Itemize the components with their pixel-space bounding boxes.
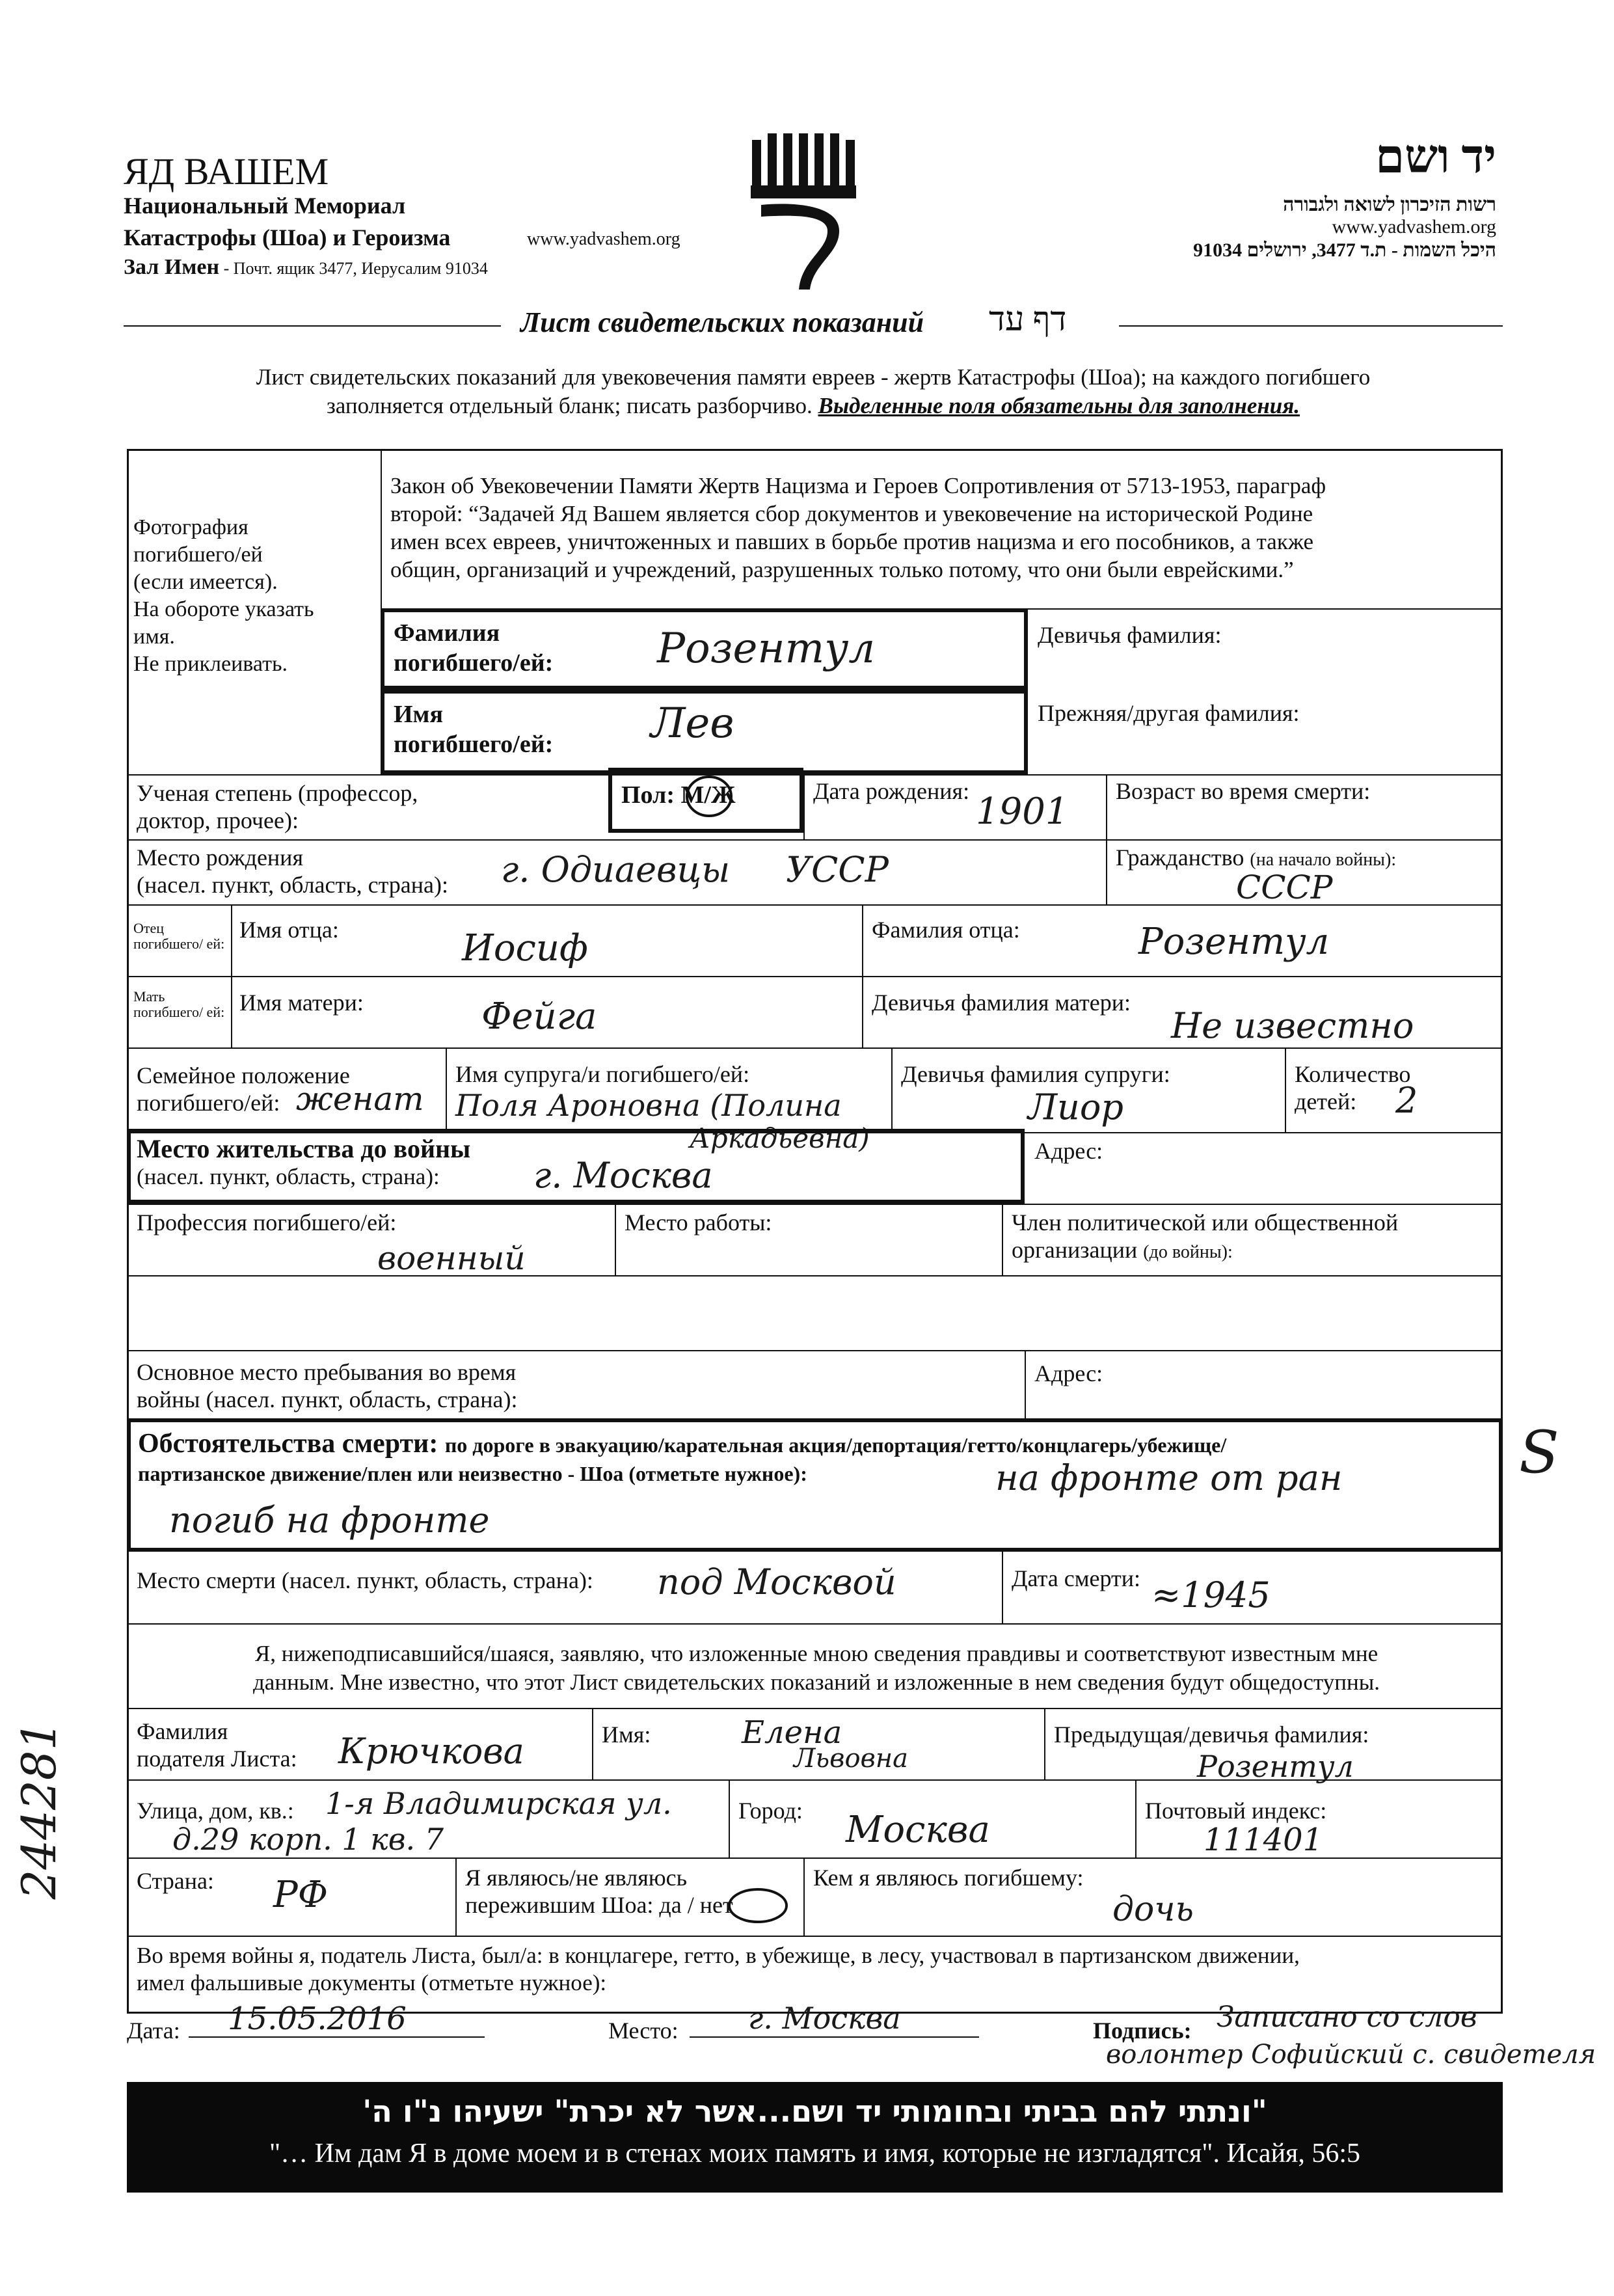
children-label bbox=[1295, 1060, 1410, 1115]
col-divider bbox=[803, 1857, 805, 1936]
residence-address-label: Адрес: bbox=[1034, 1138, 1103, 1164]
place-underline bbox=[690, 2036, 979, 2038]
header-he-line1: רשות הזיכרון לשואה ולגבורה bbox=[1283, 194, 1496, 215]
declaration-line2: данным. Мне известно, что этот Лист свидетельских показаний и изложенные в нем сведения будут общедоступны. bbox=[253, 1669, 1380, 1695]
relation-label: Кем я являюсь погибшему: bbox=[813, 1865, 1084, 1891]
children-label-2: детей: bbox=[1295, 1088, 1357, 1114]
law-line: Закон об Увековечении Памяти Жертв Нацизма и Героев Сопротивления от 5713-1953, параграф bbox=[390, 473, 1326, 498]
membership-label-2-row bbox=[1012, 1236, 1398, 1266]
postcode-label: Почтовый индекс: bbox=[1145, 1798, 1327, 1824]
declaration-line1: Я, нижеподписавшийся/шаяся, заявляю, что изложенные мною сведения правдивы и соответствуют известным мне bbox=[254, 1641, 1379, 1666]
signature-value-2: волонтер Софийский с. свидетеля bbox=[1106, 2040, 1596, 2070]
title-rule-right bbox=[1119, 325, 1503, 327]
yad-vashem-logo bbox=[748, 133, 859, 296]
col-divider bbox=[891, 1047, 893, 1132]
photo-line: погибшего/ей bbox=[133, 543, 263, 567]
death-circumstances-line1 bbox=[138, 1428, 1226, 1459]
birthplace-label-1: Место рождения bbox=[137, 844, 304, 871]
street-label: Улица, дом, кв.: bbox=[137, 1798, 294, 1824]
col-divider bbox=[446, 1047, 447, 1132]
firstname-label-1: Имя bbox=[394, 701, 443, 728]
father-name-value: Иосиф bbox=[462, 927, 588, 969]
footer-russian-line: "… Им дам Я в доме моем и в стенах моих память и имя, которые не изгладятся". Исайя, 56:5 bbox=[269, 2139, 1361, 2168]
residence-value: г. Москва bbox=[533, 1155, 713, 1196]
membership-label-1: Член политической или общественной bbox=[1012, 1209, 1399, 1236]
place-value: г. Москва bbox=[748, 2001, 901, 2036]
firstname-label bbox=[394, 699, 553, 759]
father-surname-label: Фамилия отца: bbox=[872, 917, 1020, 943]
wartime-address-label: Адрес: bbox=[1034, 1360, 1103, 1386]
photo-line: имя. bbox=[133, 625, 175, 649]
col-divider bbox=[1135, 1779, 1137, 1857]
row-rule bbox=[127, 1857, 1503, 1859]
date-label: Дата: bbox=[127, 2018, 180, 2044]
death-circ-label: Обстоятельства смерти: bbox=[138, 1429, 445, 1459]
intro-line2-text: заполняется отдельный бланк; писать разборчиво. bbox=[326, 393, 818, 418]
submitter-surname-label-1: Фамилия bbox=[137, 1718, 228, 1744]
hall-of-names-label: Зал Имен bbox=[124, 255, 220, 279]
submitter-surname-label-2: подателя Листа: bbox=[137, 1746, 297, 1772]
spouse-maiden-value: Лиор bbox=[1028, 1087, 1123, 1128]
street-value-1: 1-я Владимирская ул. bbox=[325, 1786, 672, 1821]
submitter-wartime bbox=[137, 1942, 1300, 1997]
col-divider bbox=[1285, 1047, 1286, 1132]
submitter-surname-value: Крючкова bbox=[338, 1731, 524, 1772]
children-value: 2 bbox=[1395, 1080, 1418, 1121]
photo-line: На обороте указать bbox=[133, 597, 314, 621]
col-divider bbox=[1002, 1204, 1003, 1275]
death-circ-options-1: по дороге в эвакуацию/карательная акция/депортация/гетто/концлагерь/убежище/ bbox=[444, 1433, 1227, 1457]
survivor-label-1: Я являюсь/не являюсь bbox=[465, 1865, 688, 1891]
law-line: общин, организаций и учреждений, разрушенных только потому, что они были еврейскими.” bbox=[390, 557, 1294, 582]
header-memorial-line1: Национальный Мемориал bbox=[124, 193, 406, 219]
degree-label-2: доктор, прочее): bbox=[137, 807, 299, 833]
header-org-ru: ЯД ВАШЕМ bbox=[124, 150, 329, 193]
submitter-name-label: Имя: bbox=[602, 1722, 651, 1748]
wartime-label-2: войны (насел. пункт, область, страна): bbox=[137, 1386, 518, 1412]
mother-maiden-label: Девичья фамилия матери: bbox=[872, 990, 1131, 1016]
row-rule bbox=[127, 1275, 1503, 1276]
intro-line1: Лист свидетельских показаний для увековечения памяти евреев - жертв Катастрофы (Шоа); на каждого погибшего bbox=[256, 364, 1371, 390]
submitter-prev-surname-label: Предыдущая/девичья фамилия: bbox=[1054, 1722, 1369, 1748]
form-title-he: דף עד bbox=[989, 301, 1067, 338]
street-value-2: д.29 корп. 1 кв. 7 bbox=[172, 1822, 444, 1857]
title-rule-left bbox=[124, 325, 501, 327]
mother-name-label: Имя матери: bbox=[239, 990, 364, 1016]
col-divider bbox=[1025, 1350, 1026, 1422]
row-rule bbox=[127, 1623, 1503, 1625]
spouse-name-label: Имя супруга/и погибшего/ей: bbox=[455, 1061, 750, 1087]
mother-side-label: Мать погибшего/ ей: bbox=[133, 988, 225, 1020]
row-rule bbox=[127, 774, 1503, 776]
surname-value: Розентул bbox=[657, 625, 876, 673]
hall-of-names-address: - Почт. ящик 3477, Иерусалим 91034 bbox=[219, 259, 488, 278]
submitter-wartime-line1: Во время войны я, податель Листа, был/а: в концлагере, гетто, в убежище, в лесу, участвовал в партизанском движении, bbox=[137, 1943, 1300, 1968]
photo-line: Фотография bbox=[133, 515, 249, 539]
spouse-maiden-label: Девичья фамилия супруги: bbox=[901, 1061, 1170, 1087]
spouse-name-value-2: Аркадьевна) bbox=[690, 1122, 870, 1154]
col-divider bbox=[455, 1857, 457, 1936]
sex-label: Пол: М/Ж bbox=[621, 781, 736, 809]
dob-value: 1901 bbox=[976, 790, 1069, 833]
submitter-prev-surname-value: Розентул bbox=[1197, 1749, 1354, 1784]
residence-label-2: (насел. пункт, область, страна): bbox=[137, 1164, 440, 1189]
side-archive-number: 244281 bbox=[12, 1720, 66, 1900]
law-line: имен всех евреев, уничтоженных и павших в борьбе против нацизма и его пособников, а также bbox=[390, 529, 1314, 554]
residence-label bbox=[137, 1133, 470, 1190]
membership-label-2: организации bbox=[1012, 1237, 1144, 1263]
wartime-location-label bbox=[137, 1358, 518, 1413]
row-rule bbox=[127, 1708, 1503, 1709]
birthplace-label-2: (насел. пункт, область, страна): bbox=[137, 872, 449, 898]
law-line: второй: “Задачей Яд Вашем является сбор документов и увековечение на исторической Родине bbox=[390, 501, 1313, 526]
intro-line2 bbox=[124, 393, 1503, 419]
firstname-label-2: погибшего/ей: bbox=[394, 731, 554, 758]
death-date-label: Дата смерти: bbox=[1012, 1565, 1141, 1591]
death-circ-options-2: партизанское движение/плен или неизвестно - Шоа (отметьте нужное): bbox=[138, 1462, 807, 1485]
country-value: РФ bbox=[273, 1874, 329, 1916]
surname-label-1: Фамилия bbox=[394, 619, 500, 647]
maiden-name-label: Девичья фамилия: bbox=[1038, 622, 1222, 648]
family-label-1: Семейное положение bbox=[137, 1062, 350, 1088]
footer-band bbox=[127, 2082, 1503, 2193]
father-side-label: Отец погибшего/ ей: bbox=[133, 920, 225, 952]
col-divider bbox=[592, 1708, 593, 1779]
wartime-label-1: Основное место пребывания во время bbox=[137, 1359, 517, 1385]
degree-label bbox=[137, 779, 418, 834]
citizenship-value: СССР bbox=[1236, 869, 1333, 906]
col-divider bbox=[729, 1779, 730, 1857]
row-rule bbox=[127, 1204, 1503, 1205]
surname-label bbox=[394, 618, 553, 678]
margin-mark: S bbox=[1519, 1418, 1559, 1487]
row-rule bbox=[127, 904, 1503, 906]
workplace-label: Место работы: bbox=[625, 1209, 772, 1236]
profession-label: Профессия погибшего/ей: bbox=[137, 1209, 397, 1236]
birthplace-label bbox=[137, 844, 448, 898]
photo-line: Не приклеивать. bbox=[133, 652, 288, 676]
photo-instructions bbox=[133, 514, 374, 678]
form-title: Лист свидетельских показаний bbox=[520, 306, 924, 338]
age-at-death-label: Возраст во время смерти: bbox=[1116, 778, 1371, 804]
mother-maiden-value: Не известно bbox=[1171, 1005, 1414, 1046]
submitter-wartime-line2: имел фальшивые документы (отметьте нужное): bbox=[137, 1970, 607, 1995]
col-divider bbox=[1044, 1708, 1045, 1779]
dob-label: Дата рождения: bbox=[813, 778, 970, 804]
submitter-name-value-2: Львовна bbox=[794, 1744, 908, 1774]
membership-note: (до войны): bbox=[1143, 1242, 1233, 1262]
children-label-1: Количество bbox=[1295, 1061, 1411, 1087]
row-rule bbox=[127, 839, 1503, 841]
postcode-value: 111401 bbox=[1204, 1822, 1323, 1858]
death-circ-value-1: на фронте от ран bbox=[995, 1457, 1343, 1498]
header-org-he: יד ושם bbox=[1375, 131, 1496, 183]
surname-label-2: погибшего/ей: bbox=[394, 649, 554, 677]
footer-hebrew-line: "ונתתי להם בביתי ובחומותי יד ושם...אשר לא יכרת" ישעיהו נ"ו ה' bbox=[362, 2094, 1267, 2129]
father-surname-value: Розентул bbox=[1138, 921, 1330, 963]
family-label-2: погибшего/ей: bbox=[137, 1090, 280, 1116]
declaration bbox=[133, 1640, 1500, 1697]
col-divider bbox=[1002, 1552, 1003, 1623]
degree-label-1: Ученая степень (профессор, bbox=[137, 780, 418, 806]
intro-required-note: Выделенные поля обязательны для заполнения. bbox=[818, 393, 1300, 418]
row-rule bbox=[127, 1350, 1503, 1351]
firstname-value: Лев bbox=[651, 699, 734, 748]
other-surname-label: Прежняя/другая фамилия: bbox=[1038, 700, 1300, 726]
col-divider bbox=[615, 1204, 616, 1275]
residence-label-1: Место жительства до войны bbox=[137, 1134, 471, 1163]
membership-label bbox=[1012, 1209, 1398, 1266]
survivor-label-2: пережившим Шоа: да / нет bbox=[465, 1892, 733, 1918]
row-rule bbox=[127, 1047, 1503, 1049]
survivor-no-circle bbox=[725, 1885, 790, 1926]
date-value: 15.05.2016 bbox=[228, 2001, 407, 2037]
survivor-label bbox=[465, 1864, 733, 1919]
death-date-value: ≈1945 bbox=[1151, 1574, 1271, 1615]
header-hall-of-names bbox=[124, 255, 488, 280]
signature-value-1: Записано со слов bbox=[1217, 2001, 1477, 2034]
submitter-name-value-1: Елена bbox=[742, 1714, 842, 1751]
death-circ-value-2: погиб на фронте bbox=[169, 1500, 490, 1541]
spouse-name-value: Поля Ароновна (Полина bbox=[455, 1088, 842, 1123]
city-label: Город: bbox=[738, 1798, 803, 1824]
father-name-label: Имя отца: bbox=[239, 917, 339, 943]
signature-label: Подпись: bbox=[1093, 2018, 1192, 2044]
place-label: Место: bbox=[608, 2018, 679, 2044]
city-value: Москва bbox=[846, 1809, 990, 1851]
mother-name-value: Фейга bbox=[481, 995, 597, 1038]
col-divider bbox=[803, 774, 805, 839]
header-website-right: www.yadvashem.org bbox=[1332, 216, 1496, 237]
birthplace-value: г. Одиаевцы УССР bbox=[501, 849, 889, 890]
row-rule bbox=[127, 1936, 1503, 1937]
citizenship-note: (на начало войны): bbox=[1250, 850, 1397, 870]
law-text bbox=[390, 472, 1496, 584]
relation-value: дочь bbox=[1112, 1890, 1194, 1929]
row-rule bbox=[127, 1779, 1503, 1781]
family-status-value: женат bbox=[296, 1080, 424, 1118]
photo-line: (если имеется). bbox=[133, 570, 278, 594]
sex-circle-mark bbox=[683, 773, 735, 820]
header-he-address: היכל השמות - ת.ד 3477, ירושלים 91034 bbox=[1193, 239, 1496, 261]
header-website-left: www.yadvashem.org bbox=[527, 229, 680, 249]
death-place-label: Место смерти (насел. пункт, область, страна): bbox=[137, 1567, 593, 1593]
country-label: Страна: bbox=[137, 1868, 214, 1894]
citizenship-label-text: Гражданство bbox=[1116, 844, 1250, 871]
row-rule bbox=[127, 976, 1503, 977]
profession-value: военный bbox=[377, 1239, 526, 1277]
death-place-value: под Москвой bbox=[657, 1561, 896, 1602]
submitter-surname-label bbox=[137, 1718, 297, 1772]
header-memorial-line2: Катастрофы (Шоа) и Героизма bbox=[124, 224, 451, 250]
